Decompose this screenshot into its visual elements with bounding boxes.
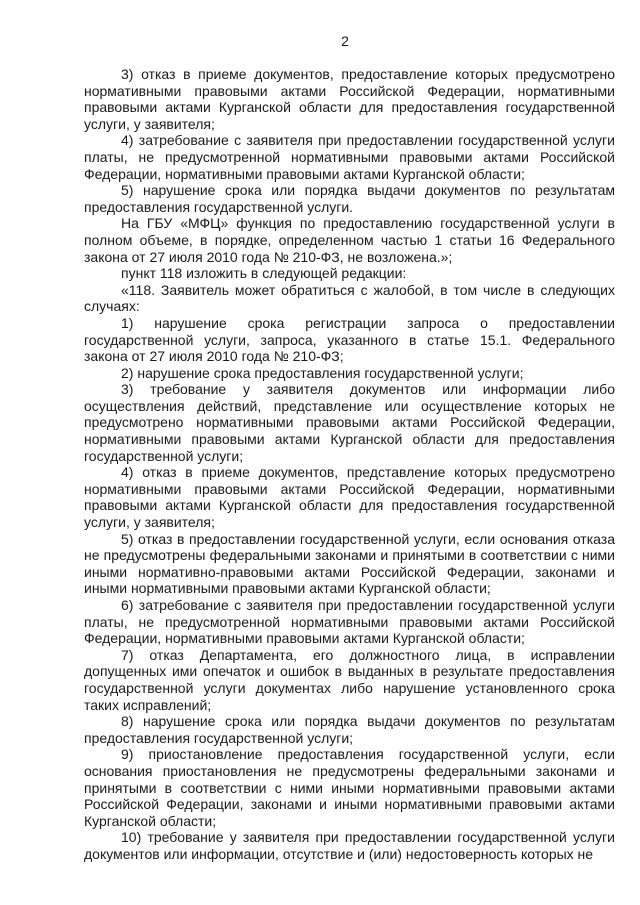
page-number: 2 (341, 33, 349, 49)
paragraph: «118. Заявитель может обратиться с жалобой, в том числе в следующих случаях: (84, 281, 615, 315)
paragraph: 1) нарушение срока регистрации запроса о предоставлении государственной услуги, запроса, указанного в статье 15.1. Федерального закона от 27 июля 2010 года № 210-ФЗ; (84, 314, 615, 365)
paragraph: 10) требование у заявителя при предоставлении государственной услуги документов или информации, отсутствие и (или) недостоверность которых не (84, 829, 615, 862)
paragraph: 2) нарушение срока предоставления государственной услуги; (121, 364, 524, 381)
paragraph: 8) нарушение срока или порядка выдачи документов по результатам предоставления государственной услуги; (84, 713, 615, 746)
paragraph: 4) затребование с заявителя при предоставлении государственной услуги платы, не предусмотренной нормативными правовыми актами Российской Федерации, нормативными правовыми актами Курганской области; (84, 132, 615, 182)
paragraph: На ГБУ «МФЦ» функция по предоставлению государственной услуги в полном объеме, в порядке, определенном частью 1 статьи 16 Федерального закона от 27 июля 2010 года № 210-ФЗ, не возложена.»; (84, 215, 615, 265)
paragraph: 5) нарушение срока или порядка выдачи документов по результатам предоставления государственной услуги. (84, 182, 615, 215)
paragraph: пункт 118 изложить в следующей редакции: (121, 265, 407, 282)
paragraph: 5) отказ в предоставлении государственной услуги, если основания отказа не предусмотрены федеральными законами и принятыми в соответствии с ними иными нормативно-правовыми актами Российской Федерации, законами и иными нормативными правовыми актами Курганской области; (84, 530, 615, 597)
paragraph: 6) затребование с заявителя при предоставлении государственной услуги платы, не предусмотренной нормативными правовыми актами Российской Федерации, нормативными правовыми актами Курганской области; (84, 597, 615, 647)
paragraph: 9) приостановление предоставления государственной услуги, если основания приостановления не предусмотрены федеральными законами и принятыми в соответствии с ними иными нормативными правовыми актами Российской Федерации, законами и иными нормативными правовыми актами Курганской области; (84, 746, 615, 829)
paragraph: 3) требование у заявителя документов или информации либо осуществления действий, представление или осуществление которых не предусмотрено нормативными правовыми актами Российской Федерации, нормативными правовыми актами Курганской области для предоставления государственной услуги; (84, 381, 615, 464)
paragraph: 3) отказ в приеме документов, предоставление которых предусмотрено нормативными правовыми актами Российской Федерации, нормативными правовыми актами Курганской области для предоставления государственной услуги, у заявителя; (84, 66, 615, 132)
paragraph: 7) отказ Департамента, его должностного лица, в исправлении допущенных ими опечаток и ошибок в выданных в результате предоставления государственной услуги документах либо нарушение установленного срока таких исправлений; (84, 646, 615, 713)
document-body (84, 66, 615, 863)
paragraph: 4) отказ в приеме документов, представление которых предусмотрено нормативными правовыми актами Российской Федерации, нормативными правовыми актами Курганской области для предоставления государственной услуги, у заявителя; (84, 464, 615, 531)
